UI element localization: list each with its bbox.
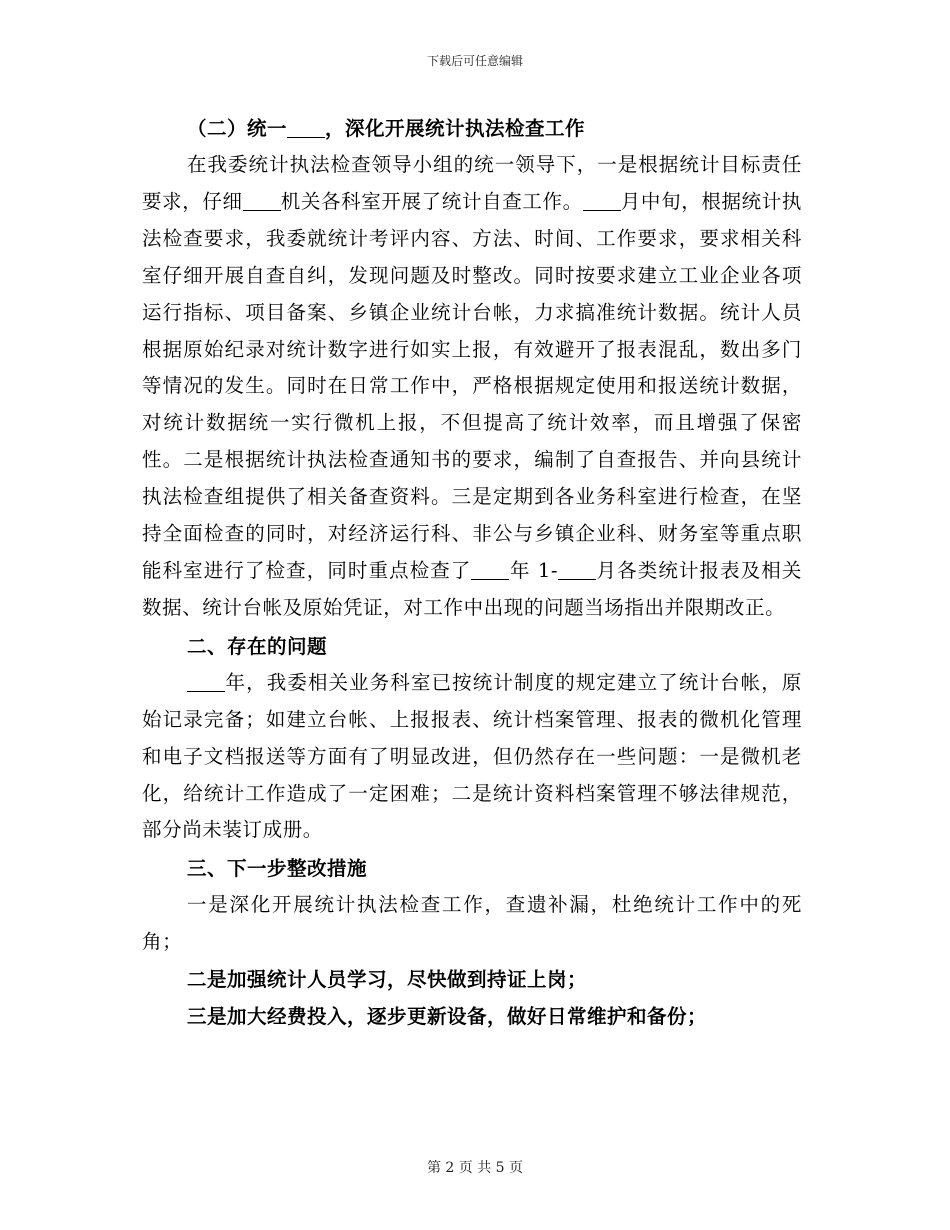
document-body [142, 110, 802, 1035]
page-header-note: 下载后可任意编辑 [426, 54, 523, 68]
paragraph-text: 年 1- [509, 558, 559, 582]
paragraph-text: 月各类统计报表及相关数据、统计台帐及原始凭证，对工作中出现的问题当场指出并限期改正。 [142, 558, 802, 619]
paragraph-problems [142, 665, 802, 850]
paragraph-text: 机关各科室开展了统计自查工作。 [280, 189, 583, 213]
paragraph-inspection-work [142, 147, 802, 627]
paragraph-text: 年，我委相关业务科室已按统计制度的规定建立了统计台帐，原始记录完备；如建立台帐、上报报表、统计档案管理、报表的微机化管理和电子文档报送等方面有了明显改进，但仍然存在一些问题：一是微机老化，给统计工作造成了一定困难；二是统计资料档案管理不够法律规范，部分尚未装订成册。 [142, 670, 802, 842]
page-number: 第 2 页 共 5 页 [426, 1160, 524, 1176]
heading-text-before: （二）统一 [187, 117, 288, 140]
paragraph-text: 月中旬，根据统计执法检查要求，我委就统计考评内容、方法、时间、工作要求，要求相关科室仔细开展自查自纠，发现问题及时整改。同时按要求建立工业企业各项运行指标、项目备案、乡镇企业统计台帐，力求搞准统计数据。统计人员根据原始纪录对统计数字进行如实上报，有效避开了报表混乱，数出多门等情况的发生。同时在日常工作中，严格根据规定使用和报送统计数据，对统计数据统一实行微机上报，不但提高了统计效率，而且增强了保密性。二是根据统计执法检查通知书的要求，编制了自查报告、并向县统计执法检查组提供了相关备查资料。三是定期到各业务科室进行检查，在坚持全面检查的同时，对经济运行科、非公与乡镇企业科、财务室等重点职能科室进行了检查，同时重点检查了 [142, 189, 802, 582]
paragraph-text: 在我委统计执法检查领导小组的统一领导下，一是根据统计目标责任要求，仔细 [142, 153, 802, 213]
section-heading-unify [142, 110, 802, 147]
heading-text-after: ，深化开展统计执法检查工作 [325, 117, 586, 140]
blank-field [243, 190, 281, 211]
blank-field [583, 190, 621, 211]
blank-field [187, 671, 225, 692]
blank-field [558, 559, 596, 580]
section-heading-measures: 三、下一步整改措施 [187, 857, 368, 881]
paragraph-measure-1: 一是深化开展统计执法检查工作，查遗补漏，杜绝统计工作中的死角； [142, 893, 802, 954]
blank-field [471, 559, 509, 580]
blank-field [287, 117, 325, 138]
measure-2-bold: 二是加强统计人员学习，尽快做到持证上岗； [187, 968, 588, 992]
section-heading-problems: 二、存在的问题 [187, 634, 328, 658]
measure-3-bold: 三是加大经费投入，逐步更新设备，做好日常维护和备份； [187, 1005, 708, 1029]
